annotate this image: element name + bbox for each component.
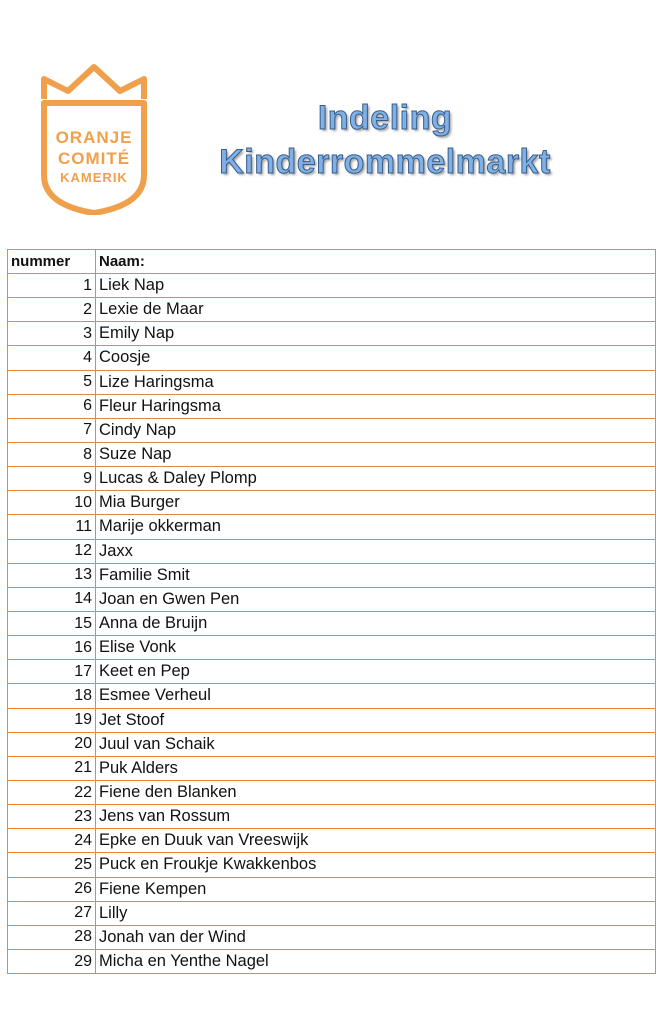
- row-name: Jens van Rossum: [96, 805, 656, 829]
- table-row: [8, 901, 656, 925]
- title-line-2: Kinderrommelmarkt: [219, 143, 551, 181]
- row-name: Keet en Pep: [96, 660, 656, 684]
- table-row: [8, 780, 656, 804]
- row-name: Epke en Duuk van Vreeswijk: [96, 829, 656, 853]
- table-row: [8, 442, 656, 466]
- row-number: 4: [8, 346, 96, 370]
- table-row: [8, 829, 656, 853]
- table-row: [8, 467, 656, 491]
- table-row: [8, 322, 656, 346]
- row-number: 16: [8, 636, 96, 660]
- row-number: 8: [8, 442, 96, 466]
- row-name: Jaxx: [96, 539, 656, 563]
- row-number: 18: [8, 684, 96, 708]
- row-name: Anna de Bruijn: [96, 611, 656, 635]
- row-name: Fleur Haringsma: [96, 394, 656, 418]
- logo-line-2: COMITÉ: [57, 149, 131, 168]
- row-number: 12: [8, 539, 96, 563]
- title-line-1: Indeling: [317, 99, 453, 137]
- row-number: 1: [8, 274, 96, 298]
- table-row: [8, 611, 656, 635]
- row-name: Fiene Kempen: [96, 877, 656, 901]
- row-number: 20: [8, 732, 96, 756]
- row-name: Coosje: [96, 346, 656, 370]
- row-name: Suze Nap: [96, 442, 656, 466]
- table-row: [8, 756, 656, 780]
- table-row: [8, 563, 656, 587]
- row-number: 19: [8, 708, 96, 732]
- row-number: 9: [8, 467, 96, 491]
- row-number: 13: [8, 563, 96, 587]
- table-row: [8, 877, 656, 901]
- row-name: Marije okkerman: [96, 515, 656, 539]
- table-row: [8, 418, 656, 442]
- table-header-row: [8, 250, 656, 274]
- table-row: [8, 370, 656, 394]
- table-row: [8, 636, 656, 660]
- table-body: [8, 274, 656, 974]
- row-name: Familie Smit: [96, 563, 656, 587]
- participants-table: [7, 249, 656, 974]
- table-row: [8, 298, 656, 322]
- row-name: Esmee Verheul: [96, 684, 656, 708]
- row-name: Micha en Yenthe Nagel: [96, 949, 656, 973]
- row-name: Mia Burger: [96, 491, 656, 515]
- row-number: 17: [8, 660, 96, 684]
- table-row: [8, 708, 656, 732]
- header-naam: Naam:: [96, 250, 656, 274]
- row-number: 25: [8, 853, 96, 877]
- row-name: Juul van Schaik: [96, 732, 656, 756]
- row-name: Liek Nap: [96, 274, 656, 298]
- row-number: 2: [8, 298, 96, 322]
- table-row: [8, 660, 656, 684]
- row-name: Lilly: [96, 901, 656, 925]
- row-name: Lexie de Maar: [96, 298, 656, 322]
- header-nummer: nummer: [8, 250, 96, 274]
- row-name: Cindy Nap: [96, 418, 656, 442]
- table-row: [8, 346, 656, 370]
- table-row: [8, 853, 656, 877]
- row-number: 6: [8, 394, 96, 418]
- table-row: [8, 394, 656, 418]
- table-row: [8, 684, 656, 708]
- table-row: [8, 539, 656, 563]
- crown-shield-icon: [40, 63, 148, 215]
- row-number: 27: [8, 901, 96, 925]
- row-name: Fiene den Blanken: [96, 780, 656, 804]
- table-row: [8, 274, 656, 298]
- row-name: Jet Stoof: [96, 708, 656, 732]
- row-number: 24: [8, 829, 96, 853]
- row-name: Elise Vonk: [96, 636, 656, 660]
- row-name: Jonah van der Wind: [96, 925, 656, 949]
- oranje-comite-logo: [40, 63, 148, 215]
- row-number: 11: [8, 515, 96, 539]
- row-number: 29: [8, 949, 96, 973]
- row-name: Lize Haringsma: [96, 370, 656, 394]
- table-row: [8, 925, 656, 949]
- table-row: [8, 949, 656, 973]
- logo-line-1: ORANJE: [55, 128, 133, 147]
- row-number: 26: [8, 877, 96, 901]
- row-number: 5: [8, 370, 96, 394]
- row-number: 7: [8, 418, 96, 442]
- row-number: 22: [8, 780, 96, 804]
- row-number: 3: [8, 322, 96, 346]
- row-number: 15: [8, 611, 96, 635]
- row-name: Lucas & Daley Plomp: [96, 467, 656, 491]
- row-number: 14: [8, 587, 96, 611]
- table-row: [8, 491, 656, 515]
- table-row: [8, 805, 656, 829]
- table-row: [8, 515, 656, 539]
- row-name: Joan en Gwen Pen: [96, 587, 656, 611]
- logo-line-3: KAMERIK: [60, 170, 128, 185]
- row-number: 23: [8, 805, 96, 829]
- row-number: 28: [8, 925, 96, 949]
- row-name: Puck en Froukje Kwakkenbos: [96, 853, 656, 877]
- row-name: Emily Nap: [96, 322, 656, 346]
- table-row: [8, 587, 656, 611]
- row-name: Puk Alders: [96, 756, 656, 780]
- row-number: 21: [8, 756, 96, 780]
- table-row: [8, 732, 656, 756]
- row-number: 10: [8, 491, 96, 515]
- page-title: [200, 96, 570, 184]
